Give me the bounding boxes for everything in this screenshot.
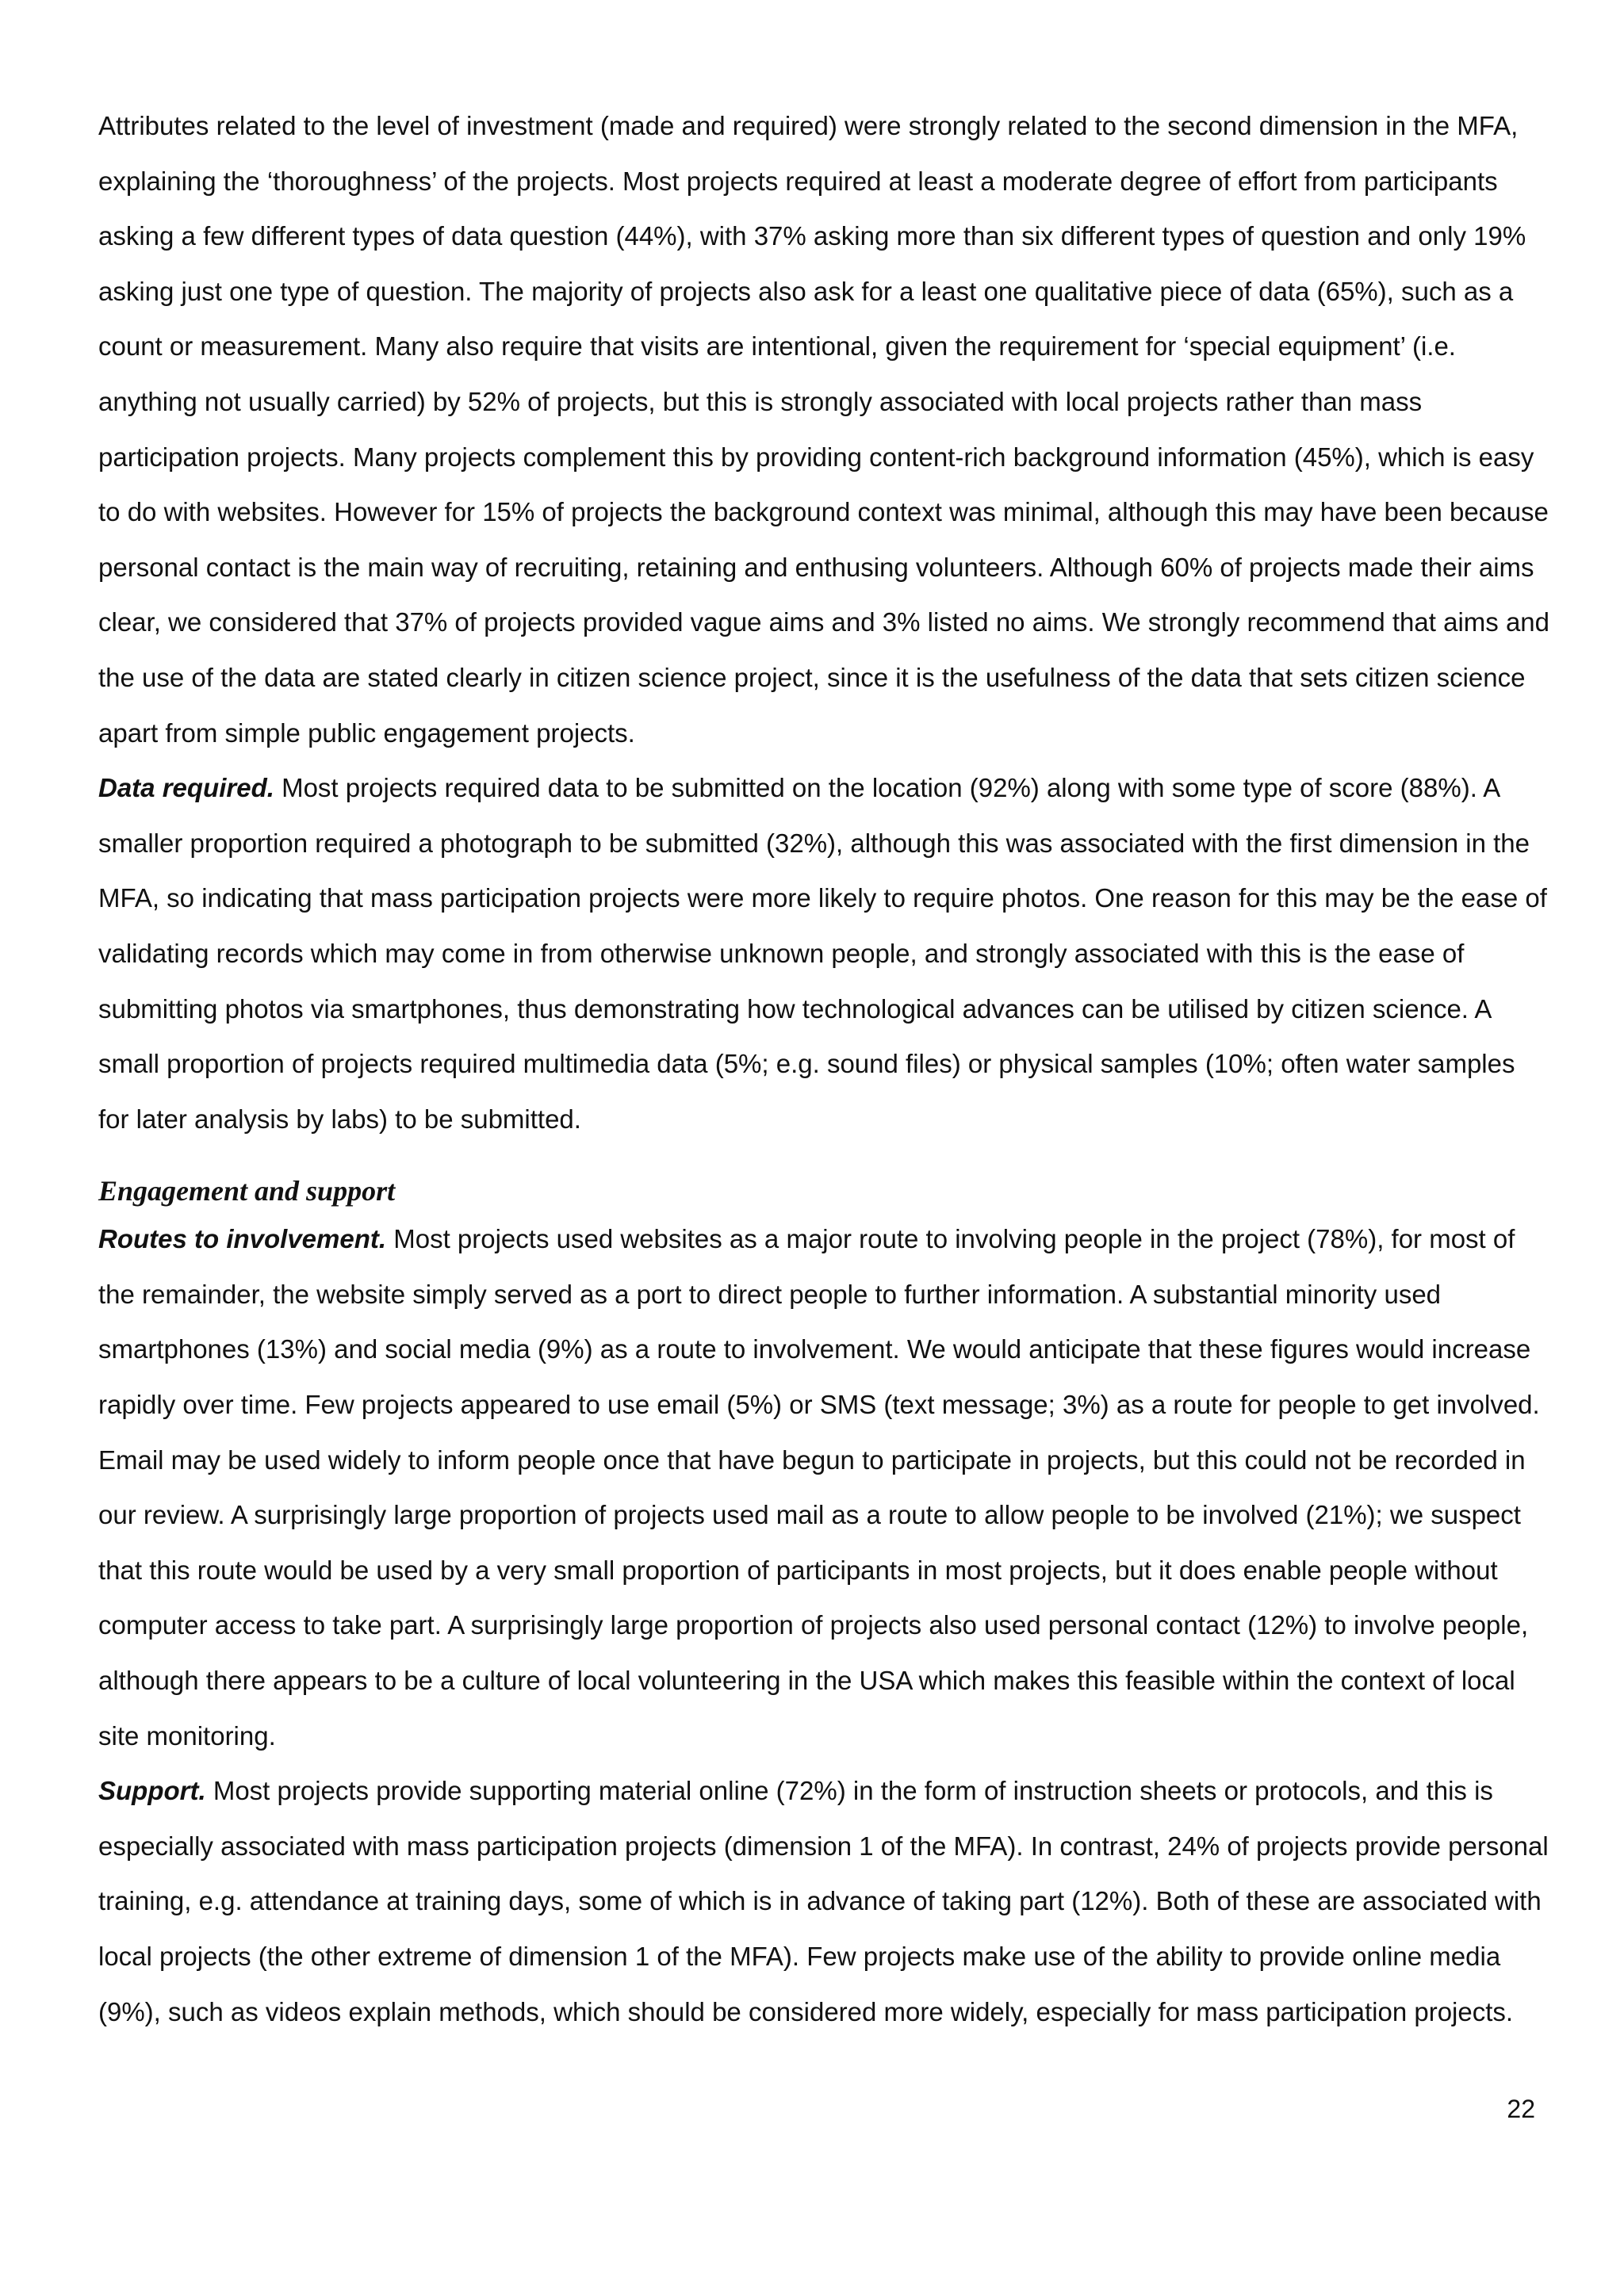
paragraph-data-required <box>98 760 1549 1146</box>
paragraph-investment-text: Attributes related to the level of investment (made and required) were strongly related to the second dimension in the MFA, explaining the ‘thoroughness’ of the projects. Most projects required at least a moderate degree of effort from participants asking a few different types of data question (44%), with 37% asking more than six different types of question and only 19% asking just one type of question. The majority of projects also ask for a least one qualitative piece of data (65%), such as a count or measurement. Many also require that visits are intentional, given the requirement for ‘special equipment’ (i.e. anything not usually carried) by 52% of projects, but this is strongly associated with local projects rather than mass participation projects. Many projects complement this by providing content-rich background information (45%), which is easy to do with websites. However for 15% of projects the background context was minimal, although this may have been because personal contact is the main way of recruiting, retaining and enthusing volunteers. Although 60% of projects made their aims clear, we considered that 37% of projects provided vague aims and 3% listed no aims. We strongly recommend that aims and the use of the data are stated clearly in citizen science project, since it is the usefulness of the data that sets citizen science apart from simple public engagement projects. <box>98 111 1550 748</box>
paragraph-routes <box>98 1211 1549 1763</box>
paragraph-investment <box>98 98 1549 760</box>
support-heading: Support. <box>98 1776 206 1806</box>
section-heading-engagement: Engagement and support <box>98 1175 396 1207</box>
routes-text: Most projects used websites as a major route to involving people in the project (78%), for most of the remainder, the website simply served as a port to direct people to further information. A substantial minority used smartphones (13%) and social media (9%) as a route to involvement. We would anticipate that these figures would increase rapidly over time. Few projects appeared to use email (5%) or SMS (text message; 3%) as a route for people to get involved. Email may be used widely to inform people once that have begun to participate in projects, but this could not be recorded in our review. A surprisingly large proportion of projects used mail as a route to allow people to be involved (21%); we suspect that this route would be used by a very small proportion of participants in most projects, but it does enable people without computer access to take part. A surprisingly large proportion of projects also used personal contact (12%) to involve people, although there appears to be a culture of local volunteering in the USA which makes this feasible within the context of local site monitoring. <box>98 1224 1540 1751</box>
routes-heading: Routes to involvement. <box>98 1224 387 1254</box>
document-body <box>98 98 1549 2039</box>
paragraph-support <box>98 1763 1549 2039</box>
support-text: Most projects provide supporting material online (72%) in the form of instruction sheets or protocols, and this is especially associated with mass participation projects (dimension 1 of the MFA). In contrast, 24% of projects provide personal training, e.g. attendance at training days, some of which is in advance of taking part (12%). Both of these are associated with local projects (the other extreme of dimension 1 of the MFA). Few projects make use of the ability to provide online media (9%), such as videos explain methods, which should be considered more widely, especially for mass participation projects. <box>98 1776 1549 2026</box>
page-number: 22 <box>1507 2095 1535 2123</box>
data-required-heading: Data required. <box>98 773 274 803</box>
data-required-text: Most projects required data to be submitted on the location (92%) along with some type of score (88%). A smaller proportion required a photograph to be submitted (32%), although this was associated with the first dimension in the MFA, so indicating that mass participation projects were more likely to require photos. One reason for this may be the ease of validating records which may come in from otherwise unknown people, and strongly associated with this is the ease of submitting photos via smartphones, thus demonstrating how technological advances can be utilised by citizen science. A small proportion of projects required multimedia data (5%; e.g. sound files) or physical samples (10%; often water samples for later analysis by labs) to be submitted. <box>98 773 1547 1134</box>
